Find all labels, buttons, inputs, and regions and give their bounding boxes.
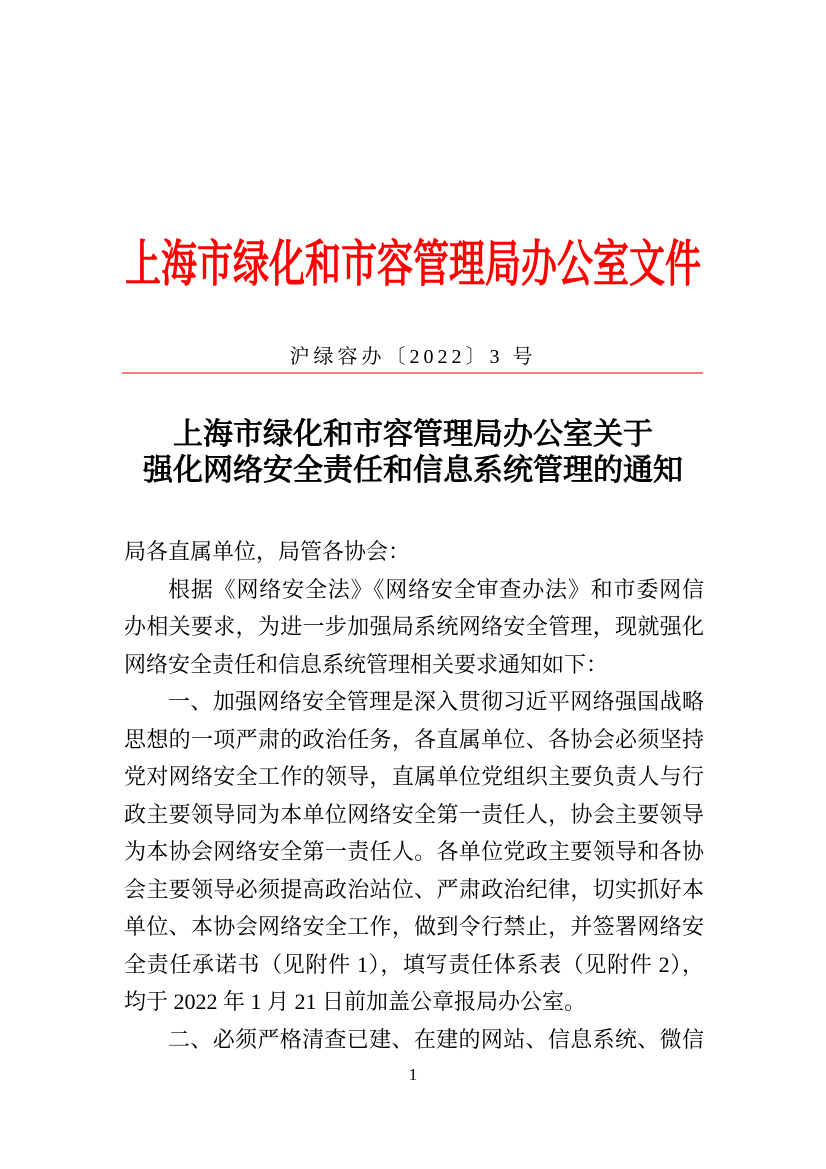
notice-title-line2: 强化网络安全责任和信息系统管理的通知	[143, 454, 683, 487]
red-divider-line	[122, 372, 703, 374]
document-number: 沪绿容办〔2022〕3 号	[289, 346, 537, 368]
document-body	[124, 533, 704, 1058]
paragraph-item-2-partial: 二、必须严格清查已建、在建的网站、信息系统、微信	[168, 1026, 704, 1052]
page-number: 1	[408, 1065, 418, 1084]
paragraph-intro: 根据《网络安全法》《网络安全审查办法》和市委网信办相关要求，为进一步加强局系统网络安全管理，现就强化网络安全责任和信息系统管理相关要求通知如下：	[124, 576, 704, 677]
org-title: 上海市绿化和市容管理局办公室文件	[125, 236, 701, 292]
notice-title	[0, 417, 826, 489]
salutation: 局各直属单位，局管各协会：	[124, 539, 411, 564]
paragraph-item-1: 一、加强网络安全管理是深入贯彻习近平网络强国战略思想的一项严肃的政治任务，各直属单位、各协会必须坚持党对网络安全工作的领导，直属单位党组织主要负责人与行政主要领导同为本单位网络安全第一责任人，协会主要领导为本协会网络安全第一责任人。各单位党政主要领导和各协会主要领导必须提高政治站位、严肃政治纪律，切实抓好本单位、本协会网络安全工作，做到令行禁止，并签署网络安全责任承诺书（见附件 1），填写责任体系表（见附件 2），均于 2022 年 1 月 21 日前加盖公章报局办公室。	[124, 689, 704, 1014]
document-red-header	[0, 237, 826, 304]
notice-title-line1: 上海市绿化和市容管理局办公室关于	[173, 418, 653, 451]
